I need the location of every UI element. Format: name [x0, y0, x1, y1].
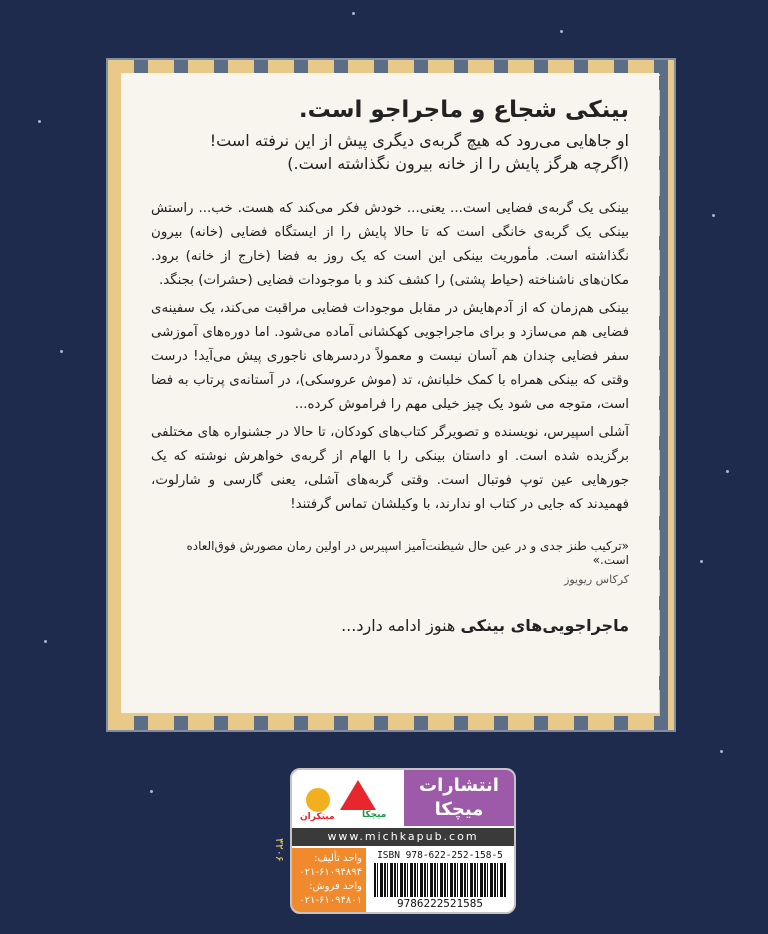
headline: بینکی شجاع و ماجراجو است. [298, 97, 629, 123]
bird-logo-icon [340, 780, 376, 810]
series-name: ماجراجویی‌های بینکی [460, 616, 629, 635]
barcode-icon [374, 863, 506, 897]
sales-phone-1: ۰۲۱-۶۱۰۹۴۸۹۴ [299, 867, 362, 878]
intro-line-2: (اگرچه هرگز پایش را از خانه بیرون نگذاشته است.) [287, 154, 629, 173]
star-decoration [38, 120, 41, 123]
star-decoration [700, 560, 703, 563]
star-decoration [720, 750, 723, 753]
barcode-number: 9786222521585 [396, 897, 484, 910]
blurb-panel [121, 73, 659, 713]
star-decoration [712, 214, 715, 217]
sales-label-2: واحد فروش: [309, 881, 362, 892]
star-decoration [352, 12, 355, 15]
sales-phone-2: ۰۲۱-۶۱۰۹۴۸۰۱ [299, 895, 362, 906]
star-decoration [726, 470, 729, 473]
logo-mark-text: مبتکران [300, 812, 335, 822]
publisher-line-2: میچکا [434, 799, 484, 820]
star-decoration [150, 790, 153, 793]
review-source: کرکاس ریویوز [564, 573, 629, 586]
website: www.michkapub.com [292, 828, 514, 846]
contact-info [292, 848, 366, 912]
review-quote: «ترکیب طنز جدی و در عین حال شیطنت‌آمیز اسپیرس در اولین رمان مصورش فوق‌العاده است.» [186, 539, 629, 567]
paragraph-2: بینکی هم‌زمان که از آدم‌هایش در مقابل موجودات فضایی مراقبت می‌کند، یک سفینه‌ی فضایی هم می‌سازد و برای ماجراجویی کهکشانی آماده می‌شود. اما دوره‌های آموزشی سفر فضایی چندان هم آسان نیست و معمولاً دردسرهای ناجوری پیش می‌آید! درست وقتی که بینکی همراه با کمک خلبانش، تد (موش عروسکی)، در آستانه‌ی پرتاب به فضا است، متوجه می شود یک چیز خیلی مهم را فراموش کرده... [151, 301, 629, 412]
star-decoration [560, 30, 563, 33]
side-code: ۳۲۰۶ [273, 838, 286, 862]
badge-header [292, 770, 514, 826]
logo-label: میچکا [362, 810, 387, 820]
sun-icon [306, 788, 330, 812]
isbn: ISBN 978-622-252-158-5 [377, 850, 503, 861]
series-line [151, 616, 629, 635]
barcode-area [366, 848, 514, 912]
sales-label-1: واحد تألیف: [314, 853, 362, 864]
intro-line-1: او جاهایی می‌رود که هیچ گربه‌ی دیگری پیش از این نرفته است! [209, 131, 629, 150]
star-decoration [60, 350, 63, 353]
publisher-line-1: انتشارات [419, 775, 499, 796]
publisher-name [404, 770, 514, 826]
intro [151, 129, 629, 175]
star-decoration [44, 640, 47, 643]
paragraph-3: آشلی اسپیرس، نویسنده و تصویرگر کتاب‌های کودکان، تا حالا در جشنواره های مختلفی برگزیده شده است. او داستان بینکی را با الهام از گربه‌ی خواهرش نوشته که یک جورهایی عین توپ فوتبال است. وقتی گربه‌های آشلی، یعنی گارسی و شارلوت، فهمیدند که جایی در کتاب او ندارند، با وکیلشان تماس گرفتند! [151, 425, 629, 512]
publisher-logo [292, 770, 404, 826]
paragraph-1: بینکی یک گربه‌ی فضایی است... یعنی... خودش فکر می‌کند که هست. خب... راستش بینکی یک گربه‌ی خانگی است که تا حالا پایش را از ایستگاه فضایی (خانه) بیرون نگذاشته است. مأموریت بینکی این است که یک روز به فضا (خارج از خانه) برود. مکان‌های ناشناخته (حیاط پشتی) را کشف کند و با موجودات فضایی (حشرات) بجنگد. [151, 201, 629, 288]
publisher-badge [290, 768, 516, 914]
series-suffix: هنوز ادامه دارد... [341, 616, 461, 635]
